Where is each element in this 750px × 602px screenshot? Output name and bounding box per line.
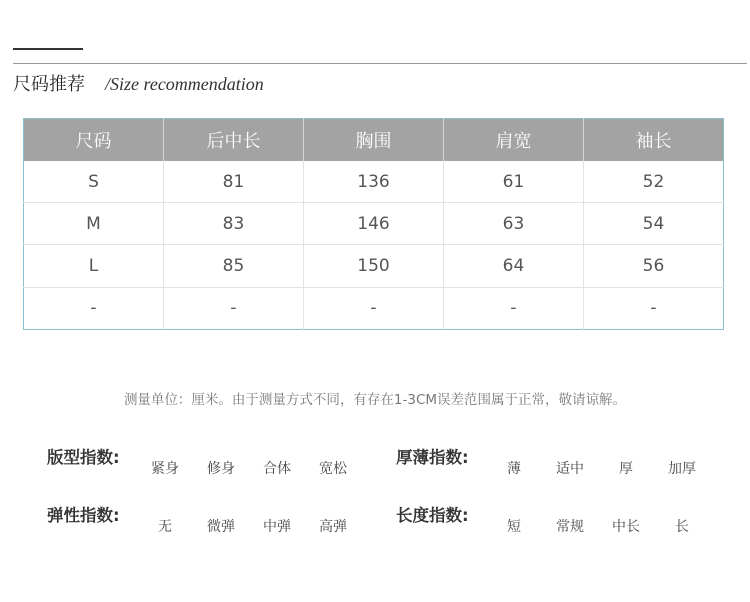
index-label: 版型指数: (47, 448, 120, 467)
header-back-length: 后中长 (164, 119, 304, 162)
table-row (24, 245, 724, 287)
table-cell: 63 (444, 203, 584, 245)
index-option: 高弹 (319, 519, 347, 535)
table-cell: 61 (444, 161, 584, 203)
table-cell: 81 (164, 161, 304, 203)
header-size: 尺码 (24, 119, 164, 162)
index-option: 微弹 (207, 519, 235, 535)
section-heading (13, 70, 264, 96)
index-option: 薄 (507, 461, 521, 477)
table-cell: 64 (444, 245, 584, 287)
header-sleeve: 袖长 (584, 119, 724, 162)
table-cell: 54 (584, 203, 724, 245)
table-cell: 52 (584, 161, 724, 203)
index-option: 紧身 (151, 461, 179, 477)
table-cell: L (24, 245, 164, 287)
heading-title-zh: 尺码推荐 (13, 74, 85, 95)
accent-rule (13, 48, 83, 50)
table-cell: - (164, 287, 304, 329)
table-row (24, 203, 724, 245)
index-label: 长度指数: (396, 506, 469, 525)
table-row (24, 287, 724, 329)
table-cell: 83 (164, 203, 304, 245)
index-option: 加厚 (668, 461, 696, 477)
header-chest: 胸围 (304, 119, 444, 162)
divider-rule (13, 63, 747, 64)
index-option: 宽松 (319, 461, 347, 477)
table-header-row (24, 119, 724, 162)
table-cell: S (24, 161, 164, 203)
index-label: 弹性指数: (47, 506, 120, 525)
index-option: 合体 (263, 461, 291, 477)
table-cell: - (444, 287, 584, 329)
table-cell: 136 (304, 161, 444, 203)
table-cell: 56 (584, 245, 724, 287)
heading-title-en: /Size recommendation (105, 74, 264, 94)
size-table (23, 118, 724, 330)
header-shoulder: 肩宽 (444, 119, 584, 162)
index-option: 无 (158, 519, 172, 535)
index-option: 短 (507, 519, 521, 535)
table-cell: 85 (164, 245, 304, 287)
table-cell: 146 (304, 203, 444, 245)
index-option: 修身 (207, 461, 235, 477)
index-option: 中长 (612, 519, 640, 535)
index-option: 中弹 (263, 519, 291, 535)
index-label: 厚薄指数: (396, 448, 469, 467)
index-option: 长 (675, 519, 689, 535)
table-cell: M (24, 203, 164, 245)
index-option: 厚 (619, 461, 633, 477)
table-row (24, 161, 724, 203)
table-cell: - (24, 287, 164, 329)
index-option: 常规 (556, 519, 584, 535)
table-cell: 150 (304, 245, 444, 287)
index-option: 适中 (556, 461, 584, 477)
table-cell: - (304, 287, 444, 329)
measurement-note: 测量单位：厘米。由于测量方式不同，有存在1-3CM误差范围属于正常，敬请谅解。 (123, 392, 627, 408)
table-cell: - (650, 298, 657, 319)
